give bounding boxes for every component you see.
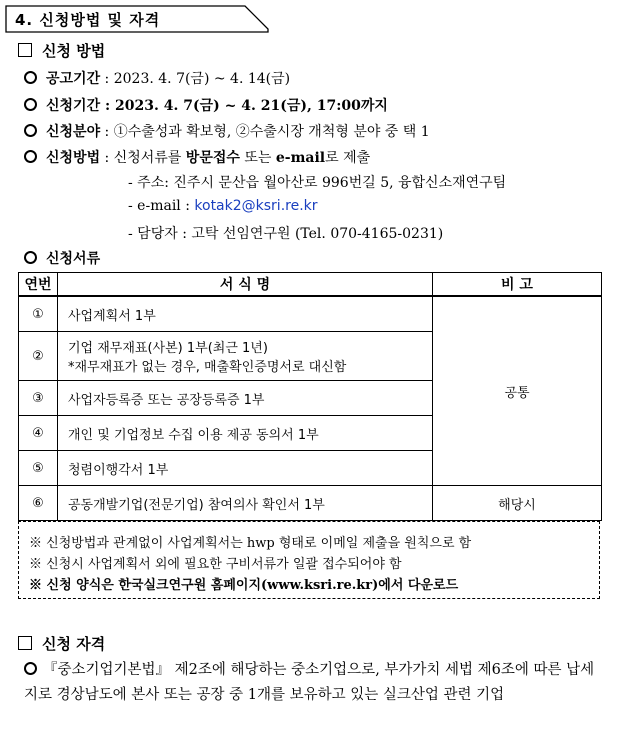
address-line: - 주소: 진주시 문산읍 월아산로 996번길 5, 융합신소재연구팀 <box>128 175 507 191</box>
bullet-circle-icon <box>24 124 37 137</box>
email-link[interactable]: kotak2@ksri.re.kr <box>194 198 318 214</box>
bullet-circle-icon <box>24 150 37 163</box>
documents-heading: 신청서류 <box>24 248 100 268</box>
contact-line: - 담당자 : 고탁 선임연구원 (Tel. 070-4165-0231) <box>128 226 444 242</box>
table-row: ① 사업계획서 1부 공통 <box>19 296 602 332</box>
table-row: ② 기업 재무재표(사본) 1부(최근 1년) *재무재표가 없는 경우, 매출확인증명서로 대신함 <box>19 332 602 381</box>
col-remark: 비 고 <box>433 273 602 297</box>
note-2: ※ 신청시 사업계획서 외에 필요한 구비서류가 일괄 접수되어야 함 <box>29 557 402 572</box>
method-heading: 신청 방법 <box>18 40 105 61</box>
table-row: ④ 개인 및 기업정보 수집 이용 제공 동의서 1부 <box>19 416 602 451</box>
table-header <box>19 273 602 297</box>
checkbox-square-icon <box>18 43 32 57</box>
apply-period: 신청기간 : 2023. 4. 7(금) ~ 4. 21(금), 17:00까지 <box>24 95 388 115</box>
col-name: 서 식 명 <box>58 273 433 297</box>
bullet-circle-icon <box>24 662 37 675</box>
checkbox-square-icon <box>18 636 32 650</box>
col-no: 연번 <box>19 273 58 297</box>
section-title-tab <box>5 5 268 31</box>
documents-table <box>18 272 602 521</box>
table-row: ⑤ 청렴이행각서 1부 <box>19 451 602 486</box>
bullet-circle-icon <box>24 98 37 111</box>
email-line: - e-mail : kotak2@ksri.re.kr <box>128 198 318 214</box>
apply-field: 신청분야 : ①수출성과 확보형, ②수출시장 개척형 분야 중 택 1 <box>24 121 430 141</box>
table-row: ⑥ 공동개발기업(전문기업) 참여의사 확인서 1부 해당시 <box>19 486 602 521</box>
announce-period: 공고기간 : 2023. 4. 7(금) ~ 4. 14(금) <box>24 68 290 88</box>
section-title: 4. 신청방법 및 자격 <box>15 11 161 29</box>
note-1: ※ 신청방법과 관계없이 사업계획서는 hwp 형태로 이메일 제출을 원칙으로 함 <box>29 536 472 551</box>
bullet-circle-icon <box>24 71 37 84</box>
remark-partner: 해당시 <box>433 486 602 521</box>
qualification-heading: 신청 자격 <box>18 633 105 654</box>
qualification-text: 『중소기업기본법』 제2조에 해당하는 중소기업으로, 부가가치 세법 제6조에 따른 납세지로 경상남도에 본사 또는 공장 중 1개를 보유하고 있는 실크산업 관련 기업 <box>24 662 595 703</box>
notes-box <box>18 521 600 599</box>
remark-common: 공통 <box>433 296 602 486</box>
table-row: ③ 사업자등록증 또는 공장등록증 1부 <box>19 381 602 416</box>
bullet-circle-icon <box>24 251 37 264</box>
note-3: ※ 신청 양식은 한국실크연구원 홈페이지(www.ksri.re.kr)에서 다운로드 <box>29 578 459 593</box>
apply-method: 신청방법 : 신청서류를 방문접수 또는 e-mail로 제출 <box>24 147 370 167</box>
